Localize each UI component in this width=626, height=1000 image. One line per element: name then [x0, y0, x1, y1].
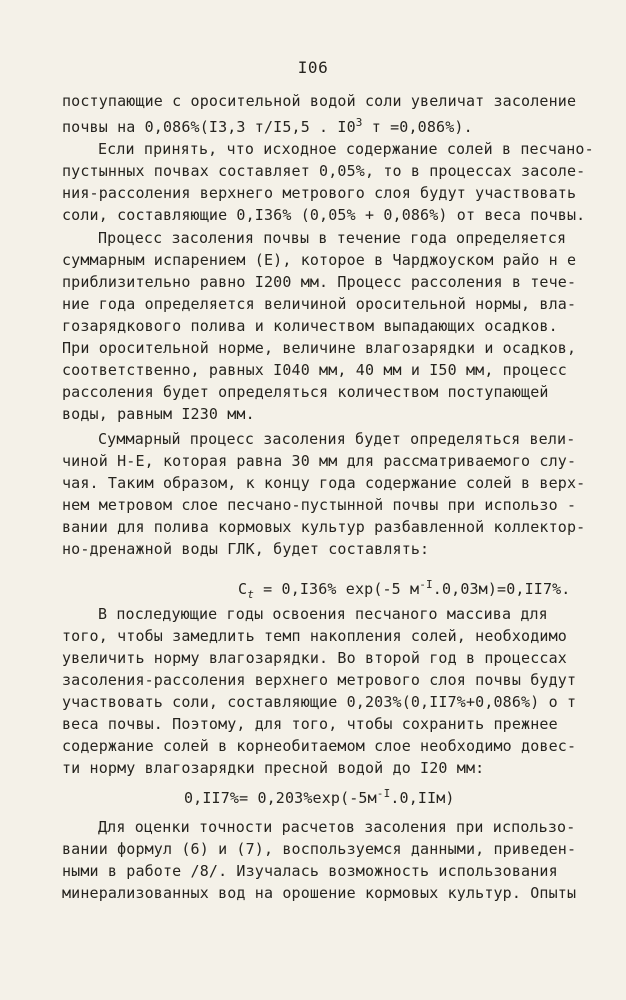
formula-subscript: t [247, 588, 254, 601]
text-line: увеличить норму влагозарядки. Во второй год в процессах [62, 649, 567, 667]
text-line: воды, равным I230 мм. [62, 405, 255, 423]
text-line: содержание солей в корнеобитаемом слое необходимо довес- [62, 737, 577, 755]
text-line: вании для полива кормовых культур разбавленной коллектор- [62, 518, 586, 536]
formula-rhs: .0,IIм) [390, 789, 455, 807]
text-line: ния-рассоления верхнего метрового слоя будут участвовать [62, 184, 577, 202]
text-line-part: почвы на 0,086%(I3,3 т/I5,5 . I0 [62, 118, 356, 136]
text-line: соли, составляющие 0,I36% (0,05% + 0,086%) от веса почвы. [62, 206, 586, 224]
text-line: приблизительно равно I200 мм. Процесс рассоления в тече- [62, 273, 577, 291]
text-line: Если принять, что исходное содержание солей в песчано- [98, 140, 594, 158]
text-line: Процесс засоления почвы в течение года определяется [98, 229, 567, 247]
formula-superscript: -I [376, 787, 391, 800]
text-line: но-дренажной воды ГЛК, будет составлять: [62, 540, 430, 558]
text-line: суммарным испарением (Е), которое в Чарджоуском райо н е [62, 251, 577, 269]
text-line: нем метровом слое песчано-пустынной почвы при использо - [62, 496, 577, 514]
text-line: ние года определяется величиной оросительной нормы, вла- [62, 295, 577, 313]
text-line: гозарядкового полива и количеством выпадающих осадков. [62, 317, 558, 335]
formula-lhs: 0,II7%= 0,203%exp(-5м [184, 789, 377, 807]
formula-1 [238, 576, 571, 604]
text-line: Суммарный процесс засоления будет определяться вели- [98, 430, 576, 448]
text-line: вании формул (6) и (7), воспользуемся данными, приведен- [62, 840, 577, 858]
text-line: пустынных почвах составляет 0,05%, то в процессах засоле- [62, 162, 586, 180]
superscript: 3 [355, 116, 363, 129]
text-line: веса почвы. Поэтому, для того, чтобы сохранить прежнее [62, 715, 558, 733]
text-line: ными в работе /8/. Изучалась возможность использования [62, 862, 558, 880]
page-number: I06 [297, 58, 329, 77]
text-line: Для оценки точности расчетов засоления при использо- [98, 818, 576, 836]
text-line [62, 114, 473, 136]
formula-2 [184, 785, 455, 807]
text-line: засоления-рассоления верхнего метрового слоя почвы будут [62, 671, 577, 689]
text-line: В последующие годы освоения песчаного массива для [98, 605, 548, 623]
text-line: участвовать соли, составляющие 0,203%(0,II7%+0,086%) о т [62, 693, 577, 711]
formula-lhs: С [238, 580, 248, 598]
text-line: рассоления будет определяться количеством поступающей [62, 383, 549, 401]
text-line: чиной Н-Е, которая равна 30 мм для рассматриваемого слу- [62, 452, 577, 470]
text-line: При оросительной норме, величине влагозарядки и осадков, [62, 339, 577, 357]
text-line: поступающие с оросительной водой соли увеличат засоление [62, 92, 577, 110]
text-line: того, чтобы замедлить темп накопления солей, необходимо [62, 627, 567, 645]
text-line: чая. Таким образом, к концу года содержание солей в верх- [62, 474, 586, 492]
text-line: соответственно, равных I040 мм, 40 мм и I50 мм, процесс [62, 361, 567, 379]
formula-superscript: -I [419, 578, 433, 591]
text-line: минерализованных вод на орошение кормовых культур. Опыты [62, 884, 577, 902]
text-line: ти норму влагозарядки пресной водой до I20 мм: [62, 759, 485, 777]
formula-mid: = 0,I36% exp(-5 м [253, 580, 420, 598]
formula-rhs: .0,03м)=0,II7%. [432, 580, 571, 598]
text-line-part: т =0,086%). [362, 118, 473, 136]
